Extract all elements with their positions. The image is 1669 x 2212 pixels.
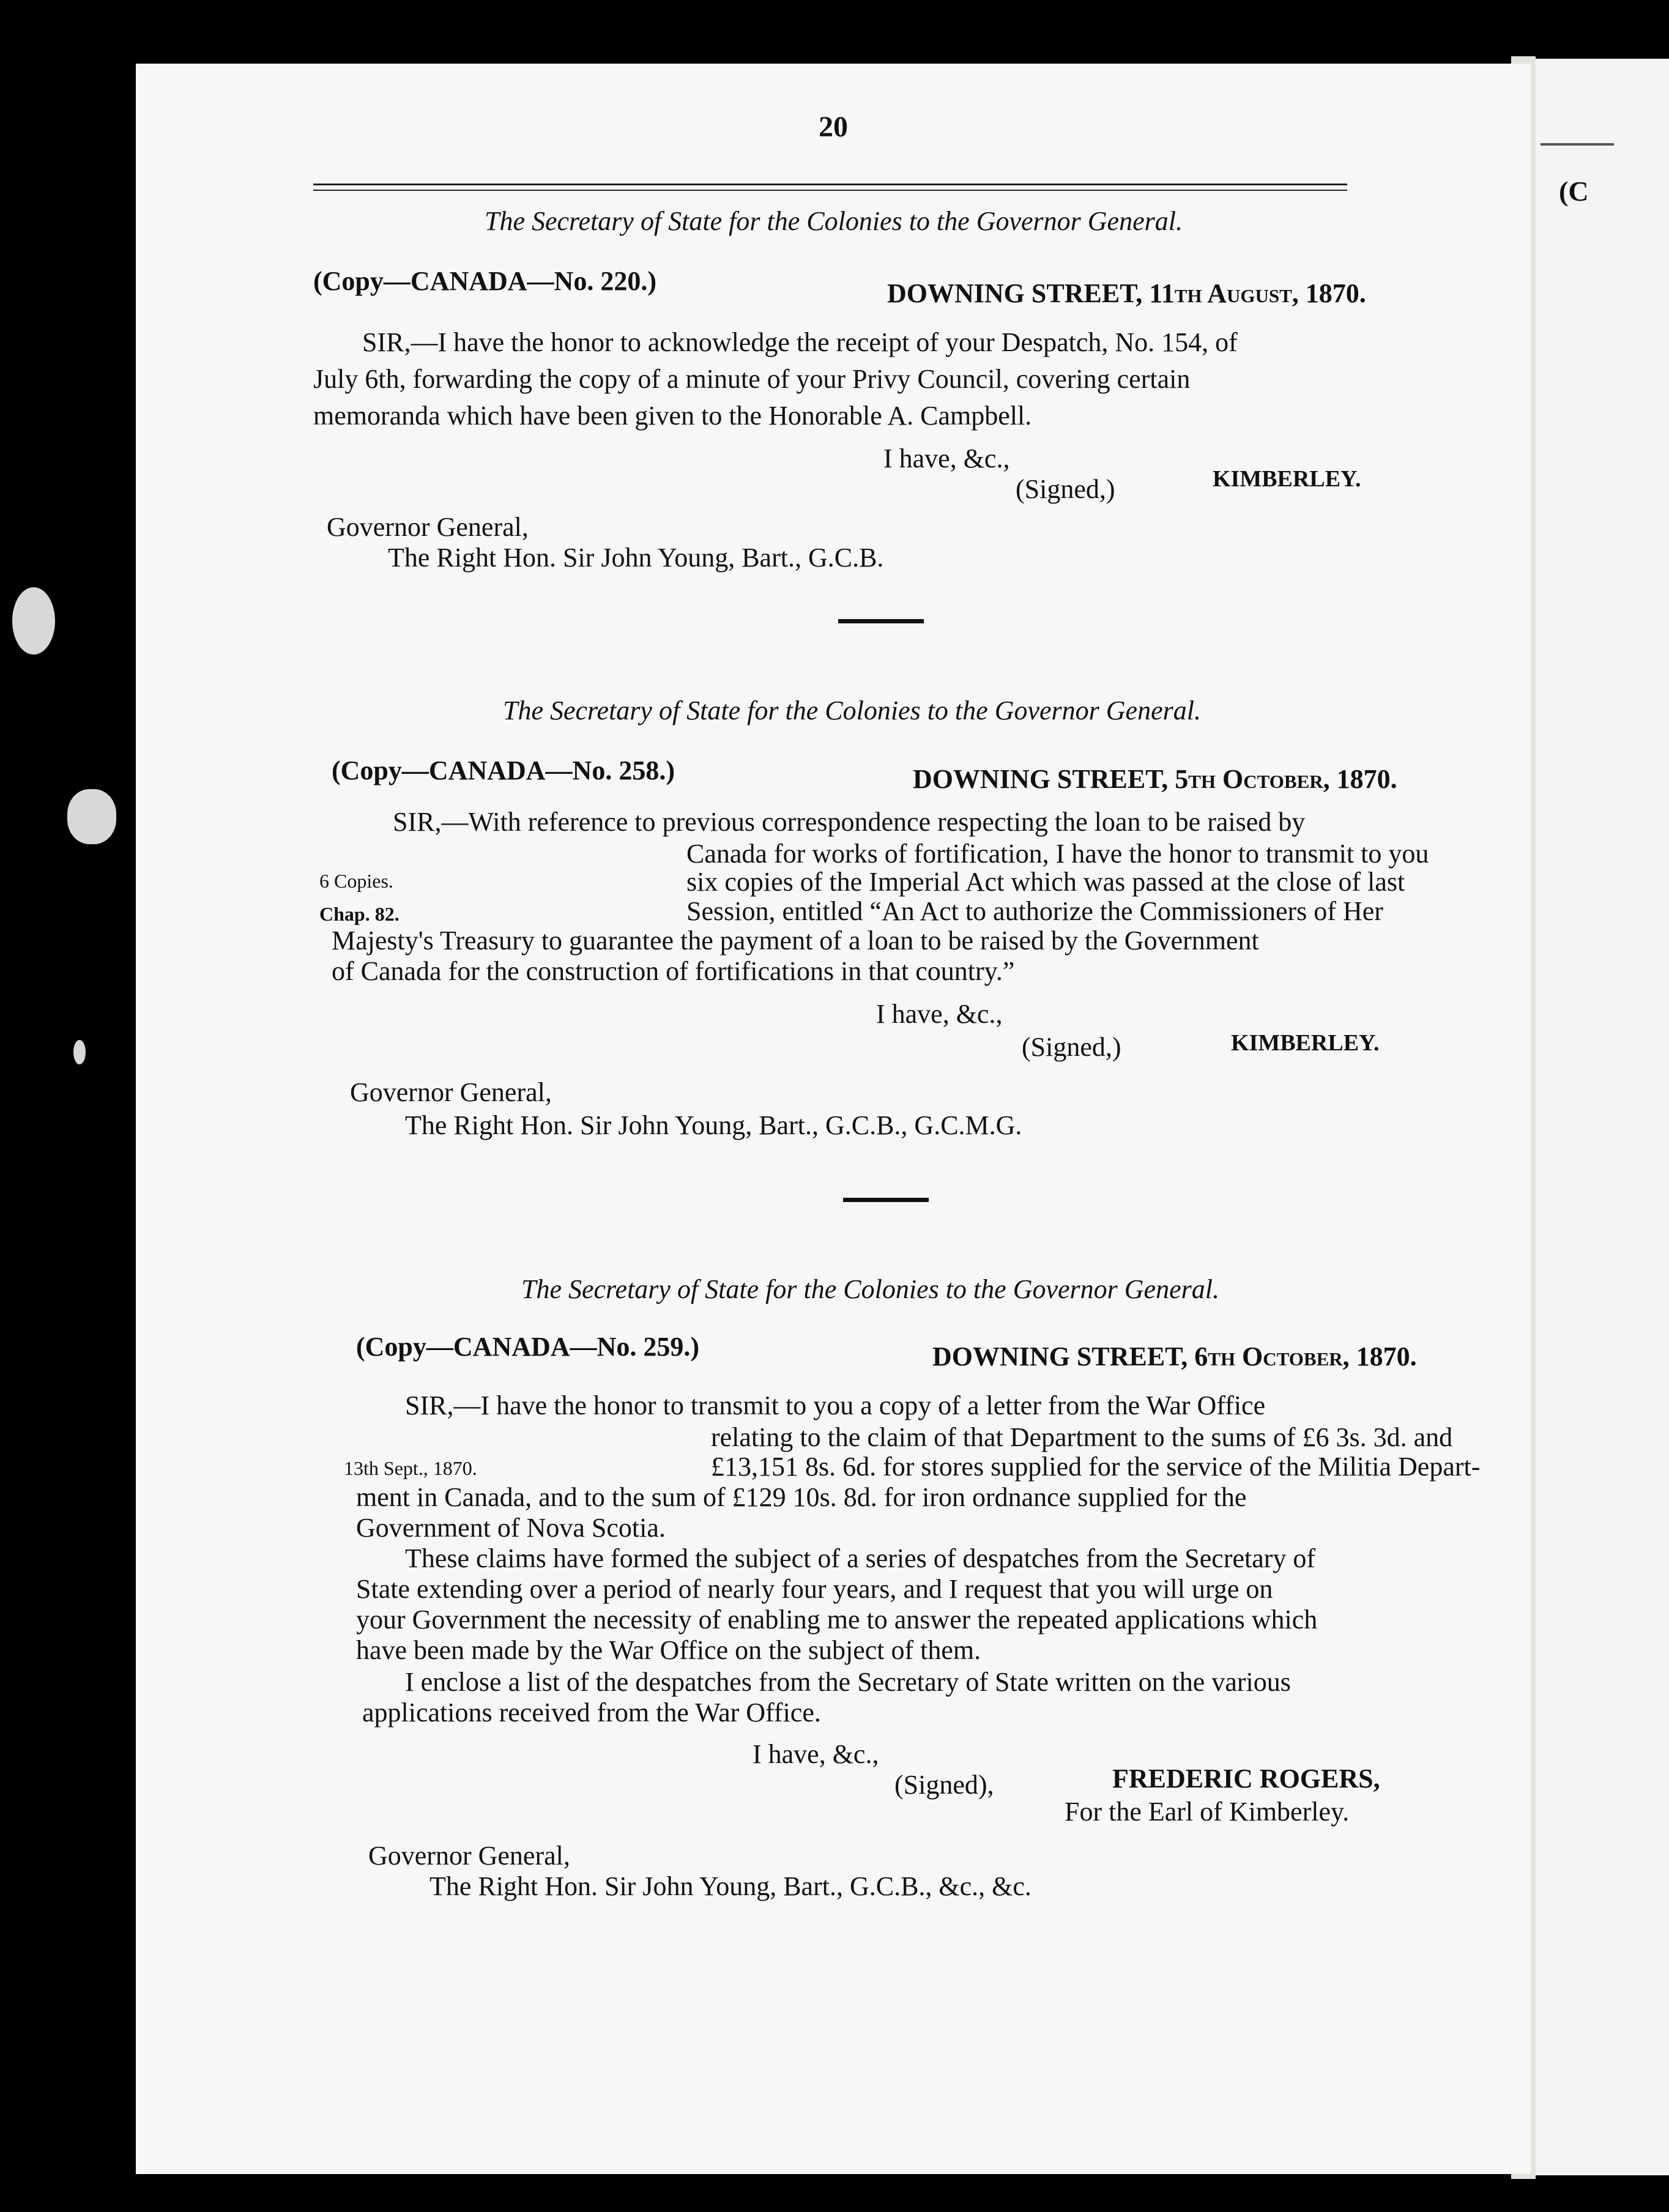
body-line: six copies of the Imperial Act which was passed at the close of last: [686, 867, 1405, 897]
body-line: £13,151 8s. 6d. for stores supplied for the service of the Militia Depart-: [711, 1452, 1481, 1482]
copy-reference: (Copy—CANADA—No. 259.): [356, 1332, 699, 1362]
body-line: relating to the claim of that Department to the sums of £6 3s. 3d. and: [711, 1422, 1453, 1452]
body-line: I enclose a list of the despatches from the Secretary of State written on the various: [405, 1667, 1291, 1697]
facing-page-fragment: (C: [1559, 176, 1589, 207]
section-separator: [838, 619, 924, 623]
addressee-name: The Right Hon. Sir John Young, Bart., G.C.B., G.C.M.G.: [405, 1110, 1022, 1140]
copy-reference: (Copy—CANADA—No. 220.): [313, 266, 656, 296]
addressee-title: Governor General,: [368, 1841, 570, 1871]
letter-heading: The Secretary of State for the Colonies to the Governor General.: [485, 206, 1183, 236]
body-line: July 6th, forwarding the copy of a minute of your Privy Council, covering certain: [313, 364, 1191, 394]
body-line: ment in Canada, and to the sum of £129 10s. 8d. for iron ordnance supplied for the: [356, 1482, 1247, 1512]
addressee-name: The Right Hon. Sir John Young, Bart., G.C.B., &c., &c.: [429, 1871, 1032, 1901]
place-date: DOWNING STREET, 11th August, 1870.: [887, 278, 1366, 308]
letter-heading: The Secretary of State for the Colonies to the Governor General.: [503, 696, 1201, 726]
signed: (Signed),: [894, 1770, 994, 1800]
body-line: of Canada for the construction of fortifications in that country.”: [332, 956, 1015, 986]
edge-blemish: [12, 587, 55, 655]
signed: (Signed,): [1022, 1032, 1121, 1062]
signed: (Signed,): [1016, 474, 1115, 504]
page-number: 20: [819, 111, 848, 143]
facing-page-rule: [1541, 143, 1614, 146]
header-rule: [313, 190, 1347, 191]
body-line: applications received from the War Office.: [362, 1698, 821, 1728]
body-line: SIR,—I have the honor to acknowledge the receipt of your Despatch, No. 154, of: [362, 327, 1238, 357]
signatory: KIMBERLEY.: [1213, 466, 1361, 492]
signatory: FREDERIC ROGERS,: [1112, 1764, 1380, 1794]
body-line: Canada for works of fortification, I have the honor to transmit to you: [686, 839, 1429, 869]
section-separator: [843, 1198, 929, 1202]
body-line: Session, entitled “An Act to authorize the Commissioners of Her: [686, 896, 1383, 926]
signatory: KIMBERLEY.: [1231, 1030, 1380, 1056]
margin-note: 6 Copies.: [319, 870, 393, 892]
body-line: SIR,—I have the honor to transmit to you a copy of a letter from the War Office: [405, 1390, 1266, 1420]
margin-note: Chap. 82.: [319, 903, 400, 925]
addressee-name: The Right Hon. Sir John Young, Bart., G.C.B.: [388, 543, 884, 573]
body-line: These claims have formed the subject of a series of despatches from the Secretary of: [405, 1543, 1316, 1573]
body-line: SIR,—With reference to previous correspondence respecting the loan to be raised by: [393, 807, 1306, 837]
place-date: DOWNING STREET, 6th October, 1870.: [932, 1342, 1417, 1371]
body-line: State extending over a period of nearly four years, and I request that you will urge on: [356, 1574, 1273, 1604]
addressee-title: Governor General,: [327, 512, 529, 542]
closing: I have, &c.,: [876, 999, 1003, 1029]
addressee-title: Governor General,: [350, 1077, 552, 1107]
letter-heading: The Secretary of State for the Colonies to the Governor General.: [521, 1274, 1219, 1304]
body-line: Majesty's Treasury to guarantee the payment of a loan to be raised by the Government: [332, 926, 1259, 956]
signatory-note: For the Earl of Kimberley.: [1065, 1797, 1350, 1827]
header-rule: [313, 184, 1347, 185]
closing: I have, &c.,: [883, 444, 1010, 473]
margin-note: 13th Sept., 1870.: [344, 1457, 477, 1479]
body-line: your Government the necessity of enabling me to answer the repeated applications which: [356, 1605, 1318, 1635]
edge-blemish: [73, 1040, 86, 1064]
place-date: DOWNING STREET, 5th October, 1870.: [913, 764, 1397, 794]
copy-reference: (Copy—CANADA—No. 258.): [332, 755, 675, 785]
closing: I have, &c.,: [753, 1739, 879, 1769]
document-page: [136, 64, 1531, 2174]
body-line: Government of Nova Scotia.: [356, 1513, 666, 1543]
body-line: have been made by the War Office on the subject of them.: [356, 1635, 981, 1665]
body-line: memoranda which have been given to the Honorable A. Campbell.: [313, 401, 1032, 431]
facing-page: [1534, 59, 1669, 2175]
edge-blemish: [67, 789, 116, 844]
